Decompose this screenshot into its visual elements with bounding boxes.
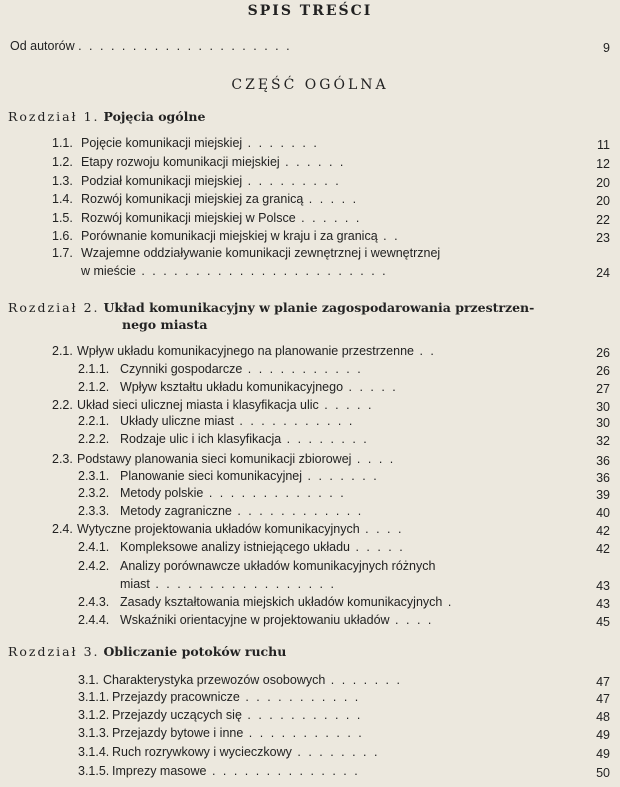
entry-title: Przejazdy pracownicze — [112, 690, 240, 704]
toc-entry[interactable] — [78, 708, 362, 723]
entry-number: 2.1.1. — [78, 362, 110, 376]
entry-title: Układy uliczne miast — [120, 414, 234, 428]
entry-number: 1.3. — [52, 174, 73, 188]
toc-entry[interactable] — [78, 540, 405, 555]
page-number: 43 — [596, 597, 610, 611]
page-number: 42 — [596, 524, 610, 538]
leader-dots: . . . . . . . — [302, 469, 379, 483]
toc-entry[interactable] — [52, 398, 373, 413]
page-number: 36 — [596, 471, 610, 485]
page-number: 23 — [596, 231, 610, 245]
toc-entry[interactable] — [52, 211, 361, 226]
chapter-name: Obliczanie potoków ruchu — [103, 644, 287, 659]
entry-number: 1.1. — [52, 136, 73, 150]
page-number: 9 — [603, 41, 610, 55]
entry-number: 3.1.5. — [78, 764, 110, 778]
toc-entry[interactable] — [78, 504, 363, 519]
page-number: 30 — [596, 400, 610, 414]
entry-number: 2.3.1. — [78, 469, 110, 483]
toc-entry[interactable] — [52, 344, 436, 359]
toc-entry[interactable] — [52, 136, 319, 151]
page-number: 48 — [596, 710, 610, 724]
toc-entry[interactable] — [78, 673, 402, 688]
toc-entry[interactable] — [78, 764, 360, 779]
toc-entry[interactable] — [78, 726, 364, 741]
preface-label: Od autorów — [10, 39, 75, 53]
page-number: 47 — [596, 692, 610, 706]
page-number: 24 — [596, 266, 610, 280]
page-number: 45 — [596, 615, 610, 629]
leader-dots: . . . . . . . . . . . . . . — [206, 764, 360, 778]
entry-title: Rodzaje ulic i ich klasyfikacja — [120, 432, 282, 446]
toc-entry[interactable] — [78, 432, 369, 447]
entry-title: Wytyczne projektowania układów komunikacyjnych — [77, 522, 360, 536]
entry-number: 2.4. — [52, 522, 73, 536]
leader-dots: . . . . . . . . . . . — [242, 362, 363, 376]
entry-title: Etapy rozwoju komunikacji miejskiej — [81, 155, 280, 169]
leader-dots: . . — [414, 344, 436, 358]
entry-number: 2.4.4. — [78, 613, 110, 627]
entry-title: Metody zagraniczne — [120, 504, 232, 518]
entry-title: Podstawy planowania sieci komunikacji zbiorowej — [77, 452, 352, 466]
entry-number: 3.1.1. — [78, 690, 110, 704]
entry-number: 3.1. — [78, 673, 99, 687]
entry-title: Rozwój komunikacji miejskiej w Polsce — [81, 211, 296, 225]
entry-title: Przejazdy uczących się — [112, 708, 242, 722]
toc-entry[interactable] — [78, 595, 453, 610]
leader-dots: . . . . . — [343, 380, 398, 394]
toc-entry[interactable] — [78, 486, 346, 501]
leader-dots: . . . . . . . — [325, 673, 402, 687]
entry-number: 2.1. — [52, 344, 73, 358]
leader-dots: . . . . . . . . — [291, 745, 380, 759]
entry-title: Planowanie sieci komunikacyjnej — [120, 469, 303, 483]
entry-number: 1.7. — [52, 246, 73, 260]
part-title: CZĘŚĆ OGÓLNA — [231, 77, 389, 93]
entry-title: Wskaźniki orientacyjne w projektowaniu układów — [120, 613, 390, 627]
entry-title: miast — [120, 577, 150, 591]
entry-number: 2.1.2. — [78, 380, 110, 394]
toc-entry[interactable] — [52, 522, 403, 537]
page-number: 20 — [596, 194, 610, 208]
leader-dots: . . . . . . . . . . . — [241, 708, 363, 722]
leader-dots: . . . . . . — [295, 211, 362, 225]
page-number: 49 — [596, 747, 610, 761]
chapter-label: Rozdział 1. — [8, 109, 100, 124]
leader-dots: . . . . . — [318, 398, 374, 412]
entry-title: Zasady kształtowania miejskich układów komunikacyjnych — [120, 595, 443, 609]
page-number: 20 — [596, 176, 610, 190]
entry-number: 2.3.3. — [78, 504, 110, 518]
chapter-name: Układ komunikacyjny w planie zagospodarowania przestrzen- — [103, 300, 535, 315]
toc-entry[interactable] — [120, 577, 336, 592]
toc-entry[interactable] — [52, 246, 440, 261]
toc-entry[interactable] — [52, 174, 341, 189]
toc-entry[interactable] — [78, 380, 398, 395]
entry-number: 2.4.1. — [78, 540, 110, 554]
toc-entry[interactable] — [78, 362, 363, 377]
entry-title: Czynniki gospodarcze — [120, 362, 243, 376]
entry-title: w mieście — [81, 264, 136, 278]
leader-dots: . . . . . . . . . . . . . . . . . — [149, 577, 336, 591]
chapter-heading[interactable] — [8, 108, 205, 125]
leader-dots: . . . . — [389, 613, 434, 627]
toc-entry[interactable] — [78, 414, 354, 429]
page-number: 43 — [596, 579, 610, 593]
page-number: 49 — [596, 728, 610, 742]
leader-dots: . . . . . . — [279, 155, 346, 169]
entry-number: 1.2. — [52, 155, 73, 169]
entry-number: 3.1.4. — [78, 745, 110, 759]
chapter-heading[interactable] — [8, 643, 286, 660]
page-number: 11 — [597, 138, 610, 152]
entry-title: Porównanie komunikacji miejskiej w kraju i za granicą — [81, 229, 378, 243]
page-number: 27 — [596, 382, 610, 396]
toc-entry[interactable] — [78, 690, 360, 705]
entry-number: 2.4.2. — [78, 559, 110, 573]
leader-dots: . . . . — [351, 452, 396, 466]
chapter-label: Rozdział 3. — [8, 644, 100, 659]
entry-number: 1.6. — [52, 229, 73, 243]
toc-title: SPIS TREŚCI — [247, 3, 373, 19]
toc-entry[interactable] — [78, 469, 379, 484]
toc-entry[interactable] — [52, 192, 358, 207]
leader-dots: . . . . . . . . . . . — [243, 726, 364, 740]
entry-title: Wpływ układu komunikacyjnego na planowanie przestrzenne — [77, 344, 414, 358]
page-number: 36 — [596, 454, 610, 468]
entry-number: 2.2. — [52, 398, 73, 412]
leader-dots: . . — [377, 229, 400, 243]
page-number: 40 — [596, 506, 610, 520]
page-number: 47 — [596, 675, 610, 689]
entry-number: 3.1.3. — [78, 726, 110, 740]
page-number: 50 — [596, 766, 610, 780]
entry-title: Przejazdy bytowe i inne — [112, 726, 244, 740]
entry-title: Metody polskie — [120, 486, 204, 500]
toc-entry[interactable] — [52, 155, 345, 170]
leader-dots: . . . . . . . . . — [242, 174, 341, 188]
entry-title: Układ sieci ulicznej miasta i klasyfikacja ulic — [77, 398, 319, 412]
leader-dots: . . . . . . . — [242, 136, 319, 150]
leader-dots: . . . . . . . . — [281, 432, 369, 446]
leader-dots: . — [442, 595, 454, 609]
leader-dots: . . . . . . . . . . . — [239, 690, 361, 704]
chapter-heading[interactable] — [8, 299, 598, 333]
page-number: 39 — [596, 488, 610, 502]
entry-title: Wpływ kształtu układu komunikacyjnego — [120, 380, 344, 394]
leader-dots: . . . . . — [350, 540, 405, 554]
entry-title: Rozwój komunikacji miejskiej za granicą — [81, 192, 304, 206]
entry-number: 2.3. — [52, 452, 73, 466]
entry-number: 3.1.2. — [78, 708, 110, 722]
leader-dots: . . . . . . . . . . . — [233, 414, 355, 428]
preface-entry[interactable] — [10, 39, 292, 54]
leader-dots: . . . . . . . . . . . . . — [203, 486, 346, 500]
entry-title: Kompleksowe analizy istniejącego układu — [120, 540, 350, 554]
toc-entry[interactable] — [78, 613, 433, 628]
entry-title: Imprezy masowe — [112, 764, 207, 778]
page-number: 26 — [596, 364, 610, 378]
toc-entry[interactable] — [52, 229, 400, 244]
toc-entry[interactable] — [78, 559, 435, 574]
entry-number: 2.2.2. — [78, 432, 110, 446]
leader-dots: . . . . — [359, 522, 404, 536]
entry-number: 2.3.2. — [78, 486, 110, 500]
page-number: 42 — [596, 542, 610, 556]
leader-dots: . . . . . . . . . . . . — [231, 504, 364, 518]
leader-dots: . . . . . — [303, 192, 359, 206]
entry-title: Analizy porównawcze układów komunikacyjnych różnych — [120, 559, 436, 573]
toc-entry[interactable] — [78, 745, 379, 760]
chapter-label: Rozdział 2. — [8, 300, 100, 315]
entry-number: 1.5. — [52, 211, 73, 225]
entry-title: Pojęcie komunikacji miejskiej — [81, 136, 243, 150]
entry-number: 2.4.3. — [78, 595, 110, 609]
leader-dots: . . . . . . . . . . . . . . . . . . . . — [78, 39, 292, 53]
page-number: 22 — [596, 213, 610, 227]
entry-title: Wzajemne oddziaływanie komunikacji zewnętrznej i wewnętrznej — [81, 246, 441, 260]
chapter-name-cont: nego miasta — [122, 317, 208, 332]
page-number: 30 — [596, 416, 610, 430]
entry-number: 1.4. — [52, 192, 73, 206]
entry-title: Ruch rozrywkowy i wycieczkowy — [112, 745, 292, 759]
entry-title: Podział komunikacji miejskiej — [81, 174, 243, 188]
toc-entry[interactable] — [81, 264, 388, 279]
entry-number: 2.2.1. — [78, 414, 110, 428]
toc-entry[interactable] — [52, 452, 395, 467]
leader-dots: . . . . . . . . . . . . . . . . . . . . . . . — [135, 264, 388, 278]
page-number: 26 — [596, 346, 610, 360]
entry-title: Charakterystyka przewozów osobowych — [103, 673, 326, 687]
chapter-name: Pojęcia ogólne — [103, 109, 206, 124]
page-number: 32 — [596, 434, 610, 448]
page-number: 12 — [596, 157, 610, 171]
